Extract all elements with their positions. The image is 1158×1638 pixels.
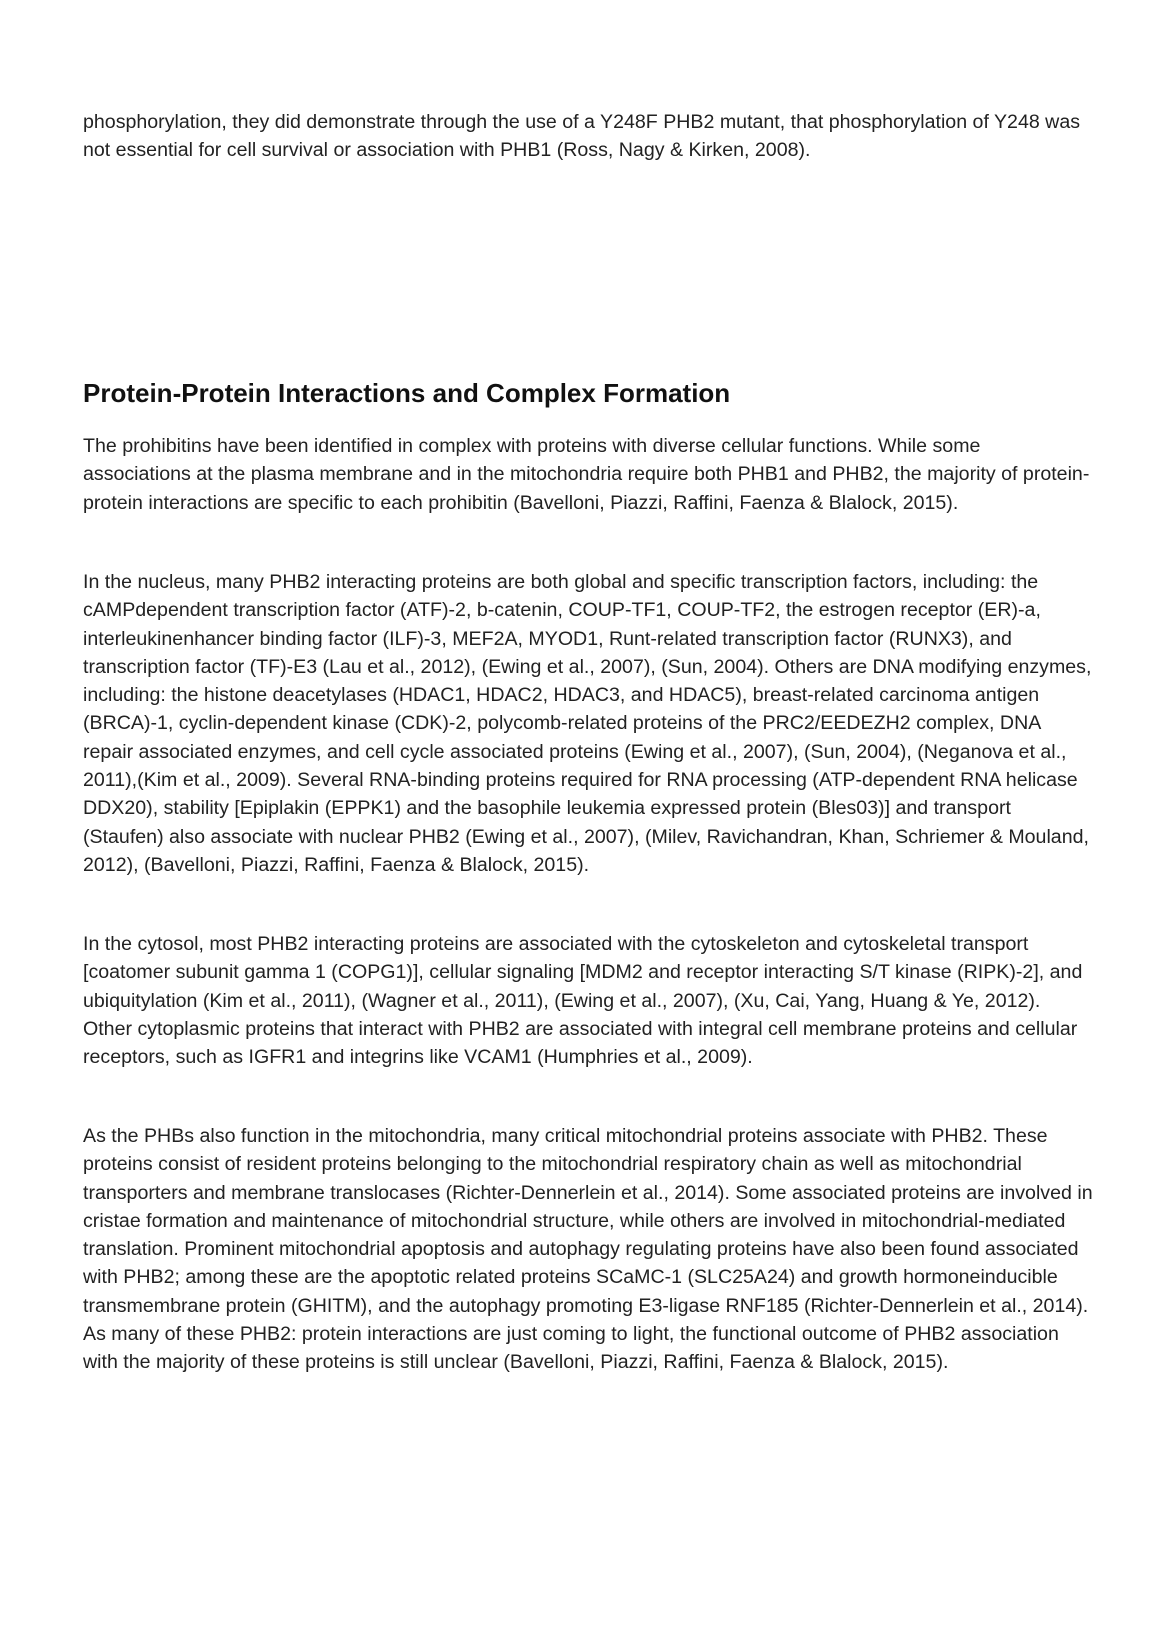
section-heading: Protein-Protein Interactions and Complex Formation <box>83 378 731 408</box>
paragraph-mitochondria-interactions: As the PHBs also function in the mitochondria, many critical mitochondrial proteins associate with PHB2. These proteins consist of resident proteins belonging to the mitochondrial respiratory chain as well as mitochondrial transporters and membrane translocases (Richter-Dennerlein et al., 2014). Some associated proteins are involved in cristae formation and maintenance of mitochondrial structure, while others are involved in mitochondrial-mediated translation. Prominent mitochondrial apoptosis and autophagy regulating proteins have also been found associated with PHB2; among these are the apoptotic related proteins SCaMC-1 (SLC25A24) and growth hormoneinducible transmembrane protein (GHITM), and the autophagy promoting E3-ligase RNF185 (Richter-Dennerlein et al., 2014). As many of these PHB2: protein interactions are just coming to light, the functional outcome of PHB2 association with the majority of these proteins is still unclear (Bavelloni, Piazzi, Raffini, Faenza & Blalock, 2015). <box>83 1125 1093 1374</box>
paragraph-prohibitin-complexes: The prohibitins have been identified in complex with proteins with diverse cellular functions. While some associations at the plasma membrane and in the mitochondria require both PHB1 and PHB2, the majority of protein-protein interactions are specific to each prohibitin (Bavelloni, Piazzi, Raffini, Faenza & Blalock, 2015). <box>83 435 1090 514</box>
intro-paragraph: phosphorylation, they did demonstrate through the use of a Y248F PHB2 mutant, that phosphorylation of Y248 was not essential for cell survival or association with PHB1 (Ross, Nagy & Kirken, 2008). <box>83 111 1081 162</box>
paragraph-nucleus-interactions: In the nucleus, many PHB2 interacting proteins are both global and specific transcription factors, including: the cAMPdependent transcription factor (ATF)-2, b-catenin, COUP-TF1, COUP-TF2, the estrogen receptor (ER)-a, interleukinenhancer binding factor (ILF)-3, MEF2A, MYOD1, Runt-related transcription factor (RUNX3), and transcription factor (TF)-E3 (Lau et al., 2012), (Ewing et al., 2007), (Sun, 2004). Others are DNA modifying enzymes, including: the histone deacetylases (HDAC1, HDAC2, HDAC3, and HDAC5), breast-related carcinoma antigen (BRCA)-1, cyclin-dependent kinase (CDK)-2, polycomb-related proteins of the PRC2/EEDEZH2 complex, DNA repair associated enzymes, and cell cycle associated proteins (Ewing et al., 2007), (Sun, 2004), (Neganova et al., 2011),(Kim et al., 2009). Several RNA-binding proteins required for RNA processing (ATP-dependent RNA helicase DDX20), stability [Epiplakin (EPPK1) and the basophile leukemia expressed protein (Bles03)] and transport (Staufen) also associate with nuclear PHB2 (Ewing et al., 2007), (Milev, Ravichandran, Khan, Schriemer & Mouland, 2012), (Bavelloni, Piazzi, Raffini, Faenza & Blalock, 2015). <box>83 571 1092 876</box>
paragraph-cytosol-interactions: In the cytosol, most PHB2 interacting proteins are associated with the cytoskeleton and cytoskeletal transport [coatomer subunit gamma 1 (COPG1)], cellular signaling [MDM2 and receptor interacting S/T kinase (RIPK)-2], and ubiquitylation (Kim et al., 2011), (Wagner et al., 2011), (Ewing et al., 2007), (Xu, Cai, Yang, Huang & Ye, 2012). Other cytoplasmic proteins that interact with PHB2 are associated with integral cell membrane proteins and cellular receptors, such as IGFR1 and integrins like VCAM1 (Humphries et al., 2009). <box>83 933 1083 1069</box>
